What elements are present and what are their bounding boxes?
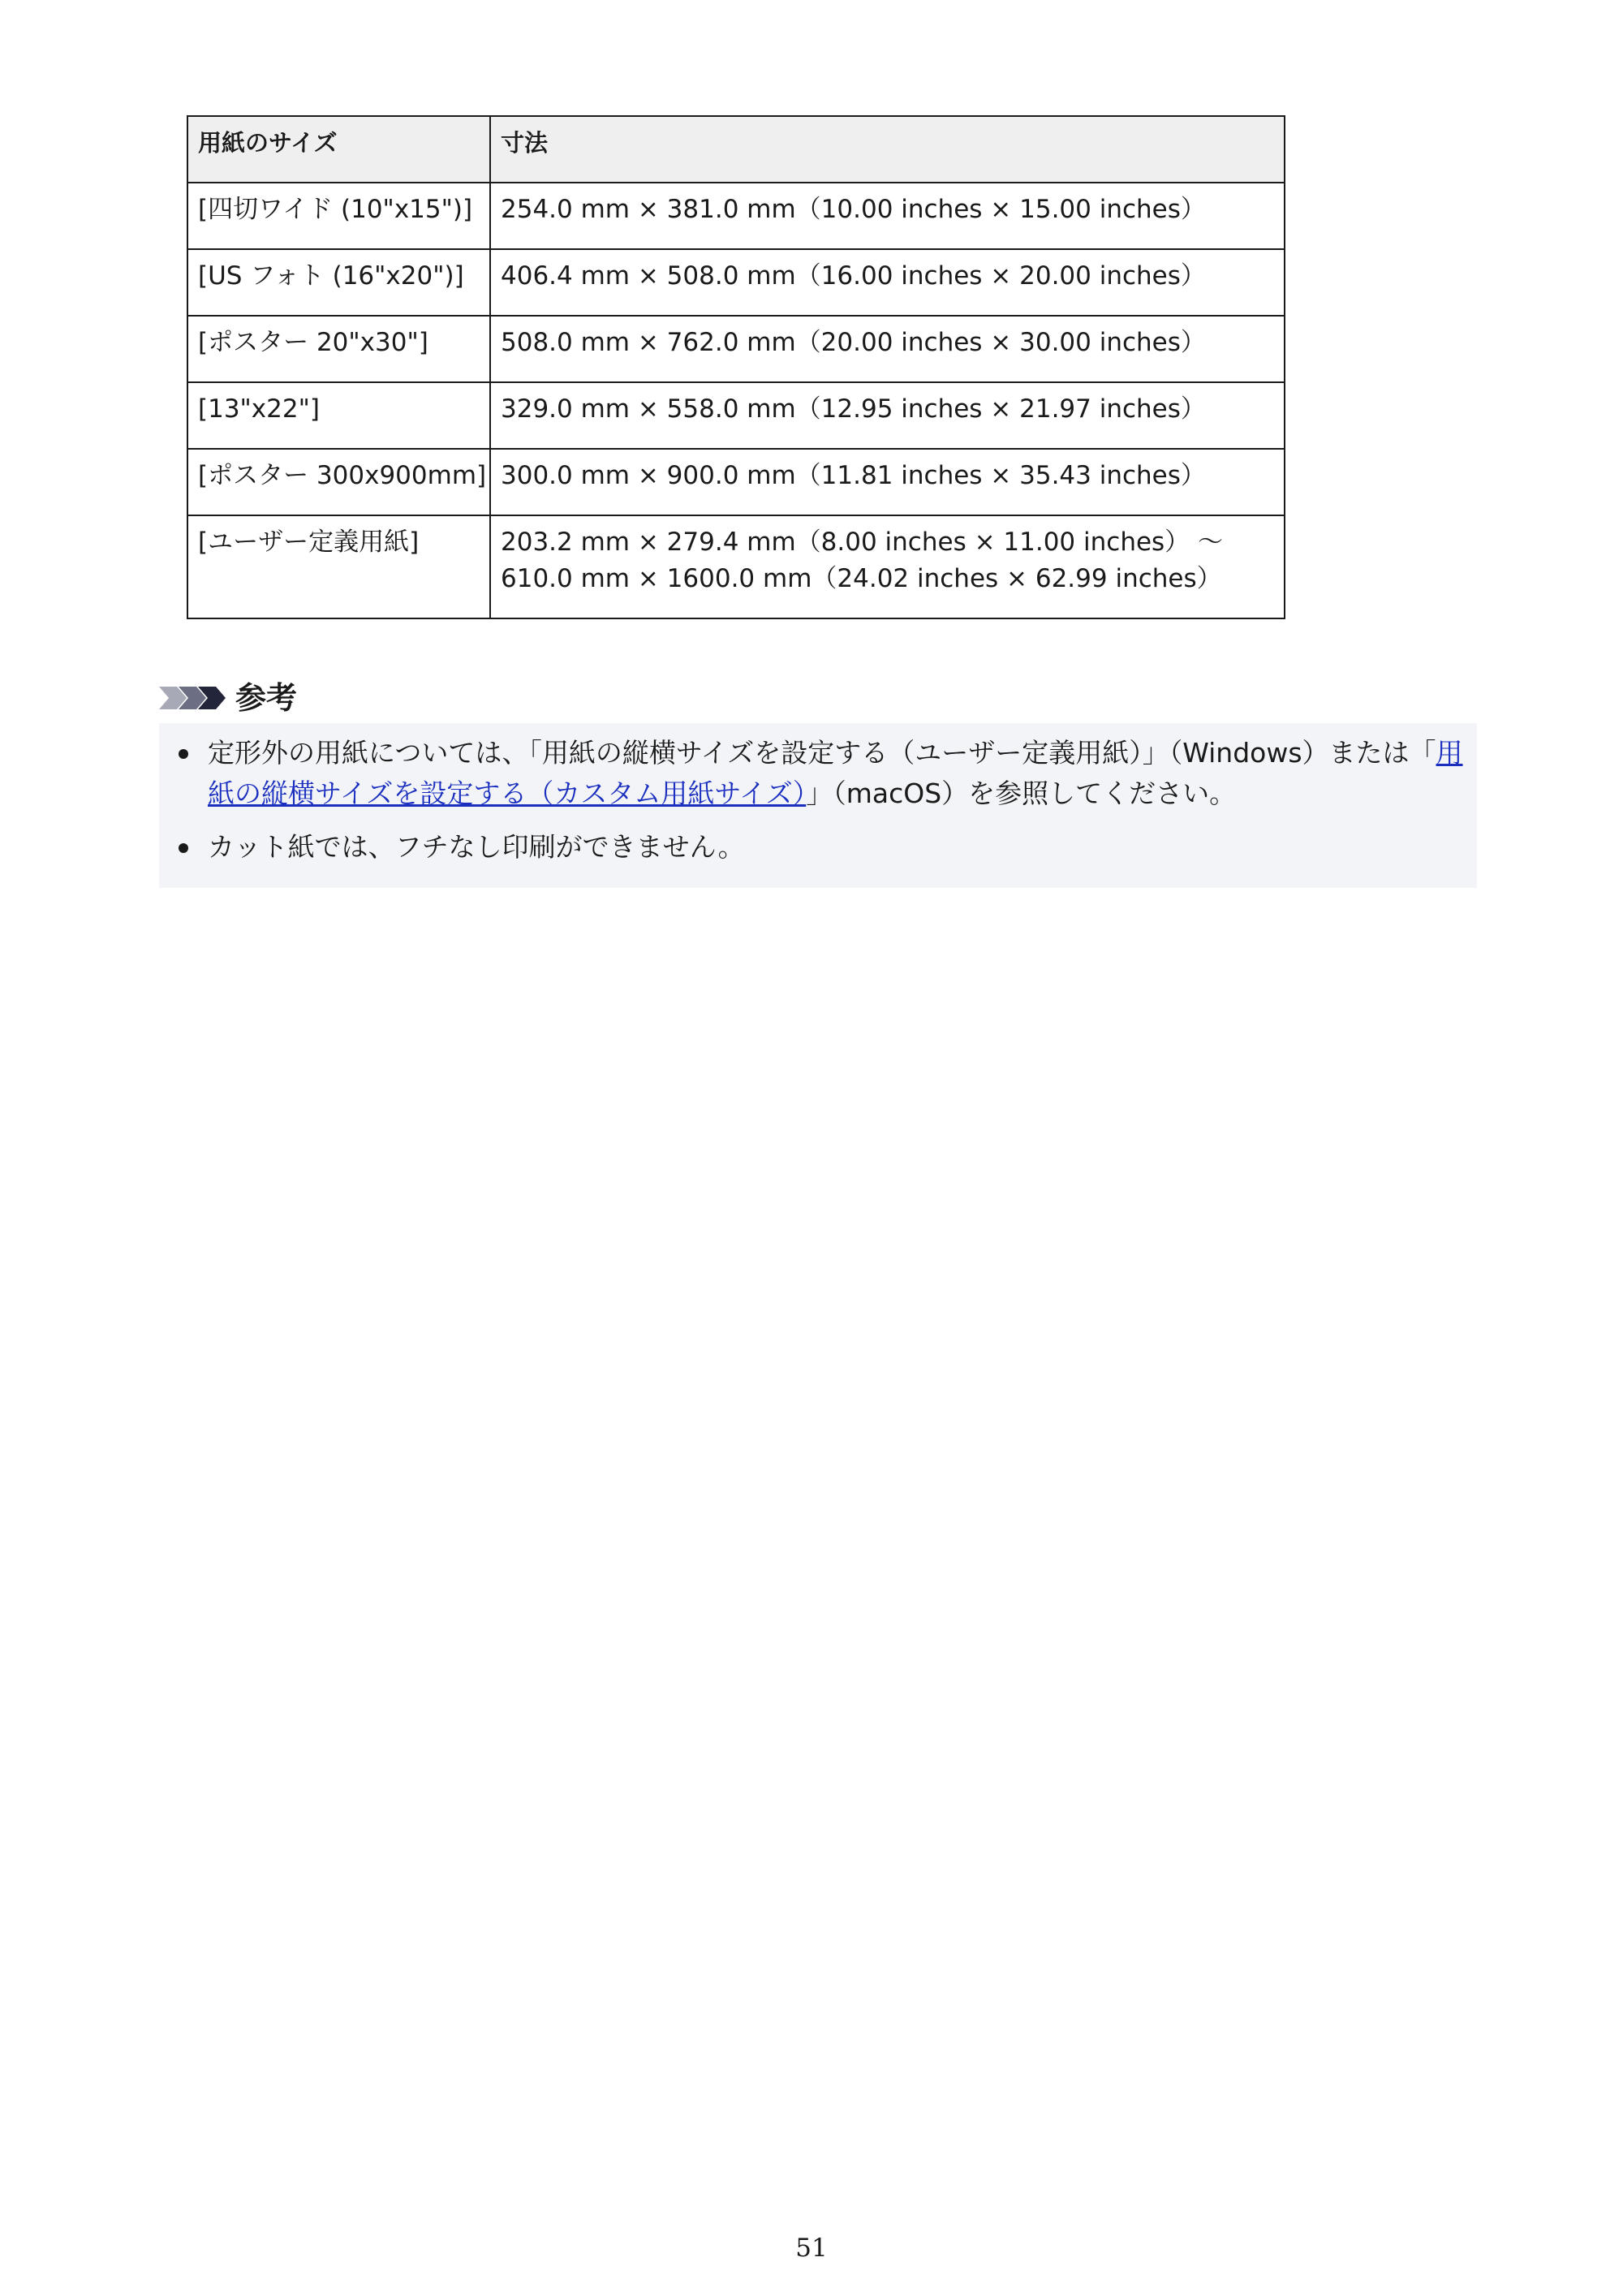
cell-paper-size: [US フォト (16"x20")]	[187, 249, 490, 316]
header-paper-size: 用紙のサイズ	[187, 116, 490, 183]
cell-paper-size: [13"x22"]	[187, 382, 490, 449]
list-item	[159, 827, 1470, 868]
page-number: 51	[795, 2234, 828, 2263]
note-box	[159, 723, 1477, 888]
note-title: 参考	[235, 680, 298, 716]
note-heading	[159, 675, 297, 721]
triple-chevron-icon	[159, 682, 227, 714]
bullet-icon	[179, 843, 188, 853]
cell-dimensions: 300.0 mm × 900.0 mm（11.81 inches × 35.43 inches）	[490, 449, 1285, 515]
cell-dimensions: 254.0 mm × 381.0 mm（10.00 inches × 15.00 inches）	[490, 183, 1285, 249]
cell-paper-size: [四切ワイド (10"x15")]	[187, 183, 490, 249]
table-row	[187, 449, 1285, 515]
header-dimensions: 寸法	[490, 116, 1285, 183]
note-list	[159, 733, 1470, 868]
cell-dimensions: 329.0 mm × 558.0 mm（12.95 inches × 21.97 inches）	[490, 382, 1285, 449]
table-row	[187, 515, 1285, 618]
table-header-row	[187, 116, 1285, 183]
custom-paper-size-link[interactable]: 用紙の縦横サイズを設定する（カスタム用紙サイズ）	[208, 737, 1463, 809]
bullet-icon	[179, 749, 188, 759]
table-row	[187, 382, 1285, 449]
note-text: カット紙では、フチなし印刷ができません。	[208, 831, 745, 863]
cell-paper-size: [ポスター 300x900mm]	[187, 449, 490, 515]
cell-dimensions: 406.4 mm × 508.0 mm（16.00 inches × 20.00 inches）	[490, 249, 1285, 316]
cell-paper-size: [ポスター 20"x30"]	[187, 316, 490, 382]
list-item	[159, 733, 1470, 814]
note-text: 定形外の用紙については、「用紙の縦横サイズを設定する（ユーザー定義用紙）」（Windows）または「	[208, 737, 1436, 769]
cell-dimensions: 203.2 mm × 279.4 mm（8.00 inches × 11.00 inches） ～ 610.0 mm × 1600.0 mm（24.02 inches × 62.99 inches）	[490, 515, 1285, 618]
paper-size-table	[187, 115, 1285, 619]
table-row	[187, 183, 1285, 249]
table-row	[187, 316, 1285, 382]
table-row	[187, 249, 1285, 316]
cell-paper-size: [ユーザー定義用紙]	[187, 515, 490, 618]
note-text: 」（macOS）を参照してください。	[806, 778, 1237, 809]
cell-dimensions: 508.0 mm × 762.0 mm（20.00 inches × 30.00 inches）	[490, 316, 1285, 382]
